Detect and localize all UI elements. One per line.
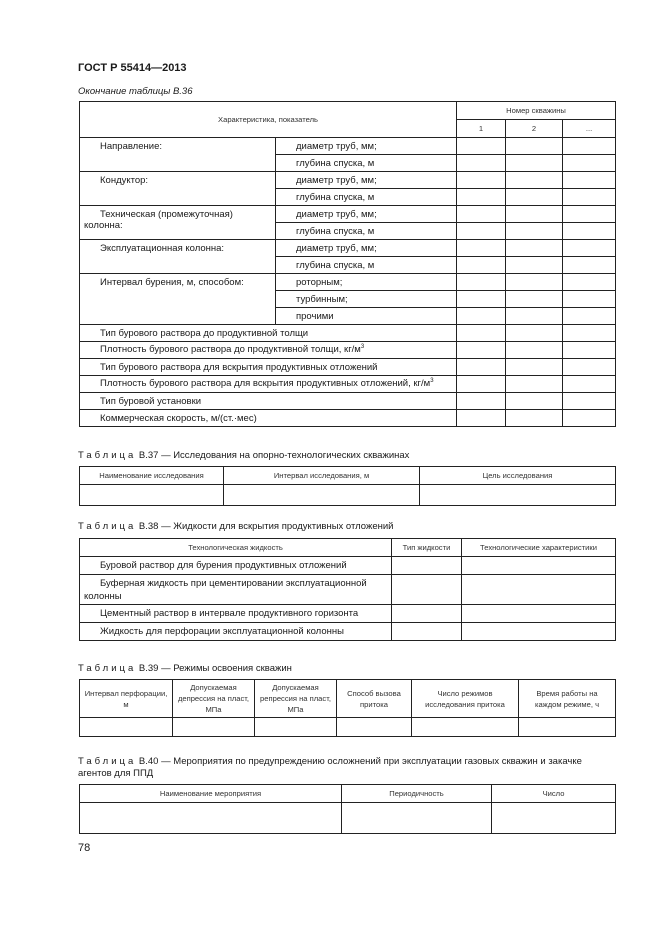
t36-row-label [80, 206, 276, 240]
t36-cell [563, 257, 616, 274]
t36-cell [506, 291, 563, 308]
t36-cell [563, 240, 616, 257]
t39-cell [337, 718, 412, 737]
t36-cell [457, 155, 506, 172]
t36-cell [563, 189, 616, 206]
t36-cell [563, 138, 616, 155]
t36-cell [457, 189, 506, 206]
t38-col: Тип жидкости [392, 539, 462, 557]
t38-row-label [80, 575, 392, 605]
t36-row-sub: диаметр труб, мм; [276, 172, 457, 189]
table-37-title: В.37 — Исследования на опорно-технологических скважинах [136, 450, 410, 461]
t38-cell [462, 623, 616, 641]
t36-full-row: Тип бурового раствора для вскрытия продуктивных отложений [80, 359, 457, 376]
t40-cell [492, 803, 616, 834]
page-number: 78 [78, 842, 91, 854]
t36-cell [457, 172, 506, 189]
t36-cell [506, 257, 563, 274]
t36-row-sub: глубина спуска, м [276, 189, 457, 206]
t36-cell [457, 325, 506, 342]
t36-cell [457, 257, 506, 274]
table-prefix: Таблица [78, 521, 137, 532]
t36-row-sub: роторным; [276, 274, 457, 291]
t36-full-row: Коммерческая скорость, м/(ст.·мес) [80, 410, 457, 427]
t36-full-row [80, 376, 457, 393]
t39-cell [80, 718, 173, 737]
table-prefix: Таблица [78, 663, 137, 674]
t36-row-label: Кондуктор: [80, 172, 276, 206]
document-header: ГОСТ Р 55414—2013 [78, 62, 187, 74]
t36-full-row: Тип буровой установки [80, 393, 457, 410]
t36-cell [506, 308, 563, 325]
t38-row-label: Буровой раствор для бурения продуктивных отложений [80, 557, 392, 575]
t38-row-label: Жидкость для перфорации эксплуатационной колонны [80, 623, 392, 641]
t40-col: Наименование мероприятия [80, 785, 342, 803]
t38-cell [462, 605, 616, 623]
table-37-caption [78, 450, 409, 461]
t39-col: Интервал перфорации, м [80, 680, 173, 718]
t38-col: Технологические характеристики [462, 539, 616, 557]
t36-cell [457, 240, 506, 257]
t36-cell [506, 155, 563, 172]
t40-col: Периодичность [342, 785, 492, 803]
t39-cell [255, 718, 337, 737]
t36-cell [457, 291, 506, 308]
t36-cell [506, 138, 563, 155]
t36-cell [563, 155, 616, 172]
t36-cell [506, 189, 563, 206]
t36-cell [457, 359, 506, 376]
t36-cell [563, 172, 616, 189]
t36-cell [457, 274, 506, 291]
t36-cell [563, 325, 616, 342]
t40-cell [80, 803, 342, 834]
t36-row-sub: диаметр труб, мм; [276, 240, 457, 257]
t36-cell [506, 342, 563, 359]
t36-cell [563, 308, 616, 325]
t36-head-well-number: Номер скважины [457, 102, 616, 120]
t36-cell [506, 274, 563, 291]
t36-cell [563, 223, 616, 240]
t37-cell [420, 485, 616, 506]
t36-cell [457, 410, 506, 427]
t36-row-sub: прочими [276, 308, 457, 325]
t36-full-row [80, 342, 457, 359]
t36-cell [457, 138, 506, 155]
t36-cell [563, 376, 616, 393]
t36-row-sub: глубина спуска, м [276, 155, 457, 172]
t36-row-sub: глубина спуска, м [276, 223, 457, 240]
t39-col: Время работы на каждом режиме, ч [519, 680, 616, 718]
table-38 [79, 538, 616, 641]
table-39 [79, 679, 616, 737]
t36-cell [457, 308, 506, 325]
t37-cell [224, 485, 420, 506]
t36-row-label-text: Техническая (промежуточная) колонна: [84, 209, 233, 231]
table-38-caption [78, 521, 393, 532]
superscript: 3 [430, 378, 434, 385]
t36-cell [506, 206, 563, 223]
t38-col: Технологическая жидкость [80, 539, 392, 557]
t36-cell [563, 206, 616, 223]
t38-cell [462, 557, 616, 575]
t36-head-characteristic: Характеристика, показатель [80, 102, 457, 138]
t38-cell [392, 575, 462, 605]
t36-col-1: 1 [457, 120, 506, 138]
t36-cell [563, 274, 616, 291]
t36-row-label: Направление: [80, 138, 276, 172]
t40-col: Число [492, 785, 616, 803]
t38-row-label-text: Буферная жидкость при цементировании эксплуатационной колонны [84, 577, 367, 602]
table-40-caption [78, 756, 618, 780]
t36-cell [457, 223, 506, 240]
t36-row-sub: диаметр труб, мм; [276, 138, 457, 155]
t36-col-3: ... [563, 120, 616, 138]
t36-cell [563, 342, 616, 359]
t36-row-sub: турбинным; [276, 291, 457, 308]
superscript: 3 [360, 344, 365, 351]
t36-cell [457, 342, 506, 359]
t36-full-row: Тип бурового раствора до продуктивной толщи [80, 325, 457, 342]
table-37 [79, 466, 616, 506]
table-39-title: В.39 — Режимы освоения скважин [136, 663, 292, 674]
t39-cell [412, 718, 519, 737]
table-prefix: Таблица [78, 756, 137, 767]
t40-cell [342, 803, 492, 834]
t36-cell [506, 393, 563, 410]
t36-cell [506, 223, 563, 240]
t39-col: Допускаемая депрессия на пласт, МПа [173, 680, 255, 718]
t36-full-row-text: Плотность бурового раствора для вскрытия продуктивных отложений, кг/м [100, 378, 431, 390]
t36-cell [563, 410, 616, 427]
t36-cell [506, 410, 563, 427]
t39-cell [173, 718, 255, 737]
table-39-caption [78, 663, 292, 674]
table-36-caption: Окончание таблицы В.36 [78, 86, 193, 97]
t36-cell [457, 393, 506, 410]
t36-cell [563, 359, 616, 376]
t36-row-sub: глубина спуска, м [276, 257, 457, 274]
t38-cell [392, 557, 462, 575]
t38-cell [462, 575, 616, 605]
t37-col: Интервал исследования, м [224, 467, 420, 485]
table-40-title: В.40 — Мероприятия по предупреждению осложнений при эксплуатации газовых скважин и закачке агентов для ППД [78, 756, 582, 779]
t36-row-sub: диаметр труб, мм; [276, 206, 457, 223]
t39-col: Способ вызова притока [337, 680, 412, 718]
t36-cell [457, 206, 506, 223]
t37-col: Цель исследования [420, 467, 616, 485]
t36-cell [506, 359, 563, 376]
t36-row-label: Интервал бурения, м, способом: [80, 274, 276, 325]
t37-col: Наименование исследования [80, 467, 224, 485]
t36-cell [563, 393, 616, 410]
t36-col-2: 2 [506, 120, 563, 138]
table-38-title: В.38 — Жидкости для вскрытия продуктивных отложений [136, 521, 394, 532]
t36-cell [506, 172, 563, 189]
t36-cell [506, 325, 563, 342]
t38-row-label: Цементный раствор в интервале продуктивного горизонта [80, 605, 392, 623]
t39-col: Число режимов исследования притока [412, 680, 519, 718]
table-36 [79, 101, 616, 427]
t36-cell [563, 291, 616, 308]
t38-cell [392, 623, 462, 641]
t36-cell [506, 376, 563, 393]
t36-cell [457, 376, 506, 393]
t38-cell [392, 605, 462, 623]
table-prefix: Таблица [78, 450, 137, 461]
t39-col: Допускаемая репрессия на пласт, МПа [255, 680, 337, 718]
t39-cell [519, 718, 616, 737]
t36-cell [506, 240, 563, 257]
t36-row-label: Эксплуатационная колонна: [80, 240, 276, 274]
table-40 [79, 784, 616, 834]
t37-cell [80, 485, 224, 506]
t36-full-row-text: Плотность бурового раствора до продуктивной толщи, кг/м [100, 344, 361, 356]
